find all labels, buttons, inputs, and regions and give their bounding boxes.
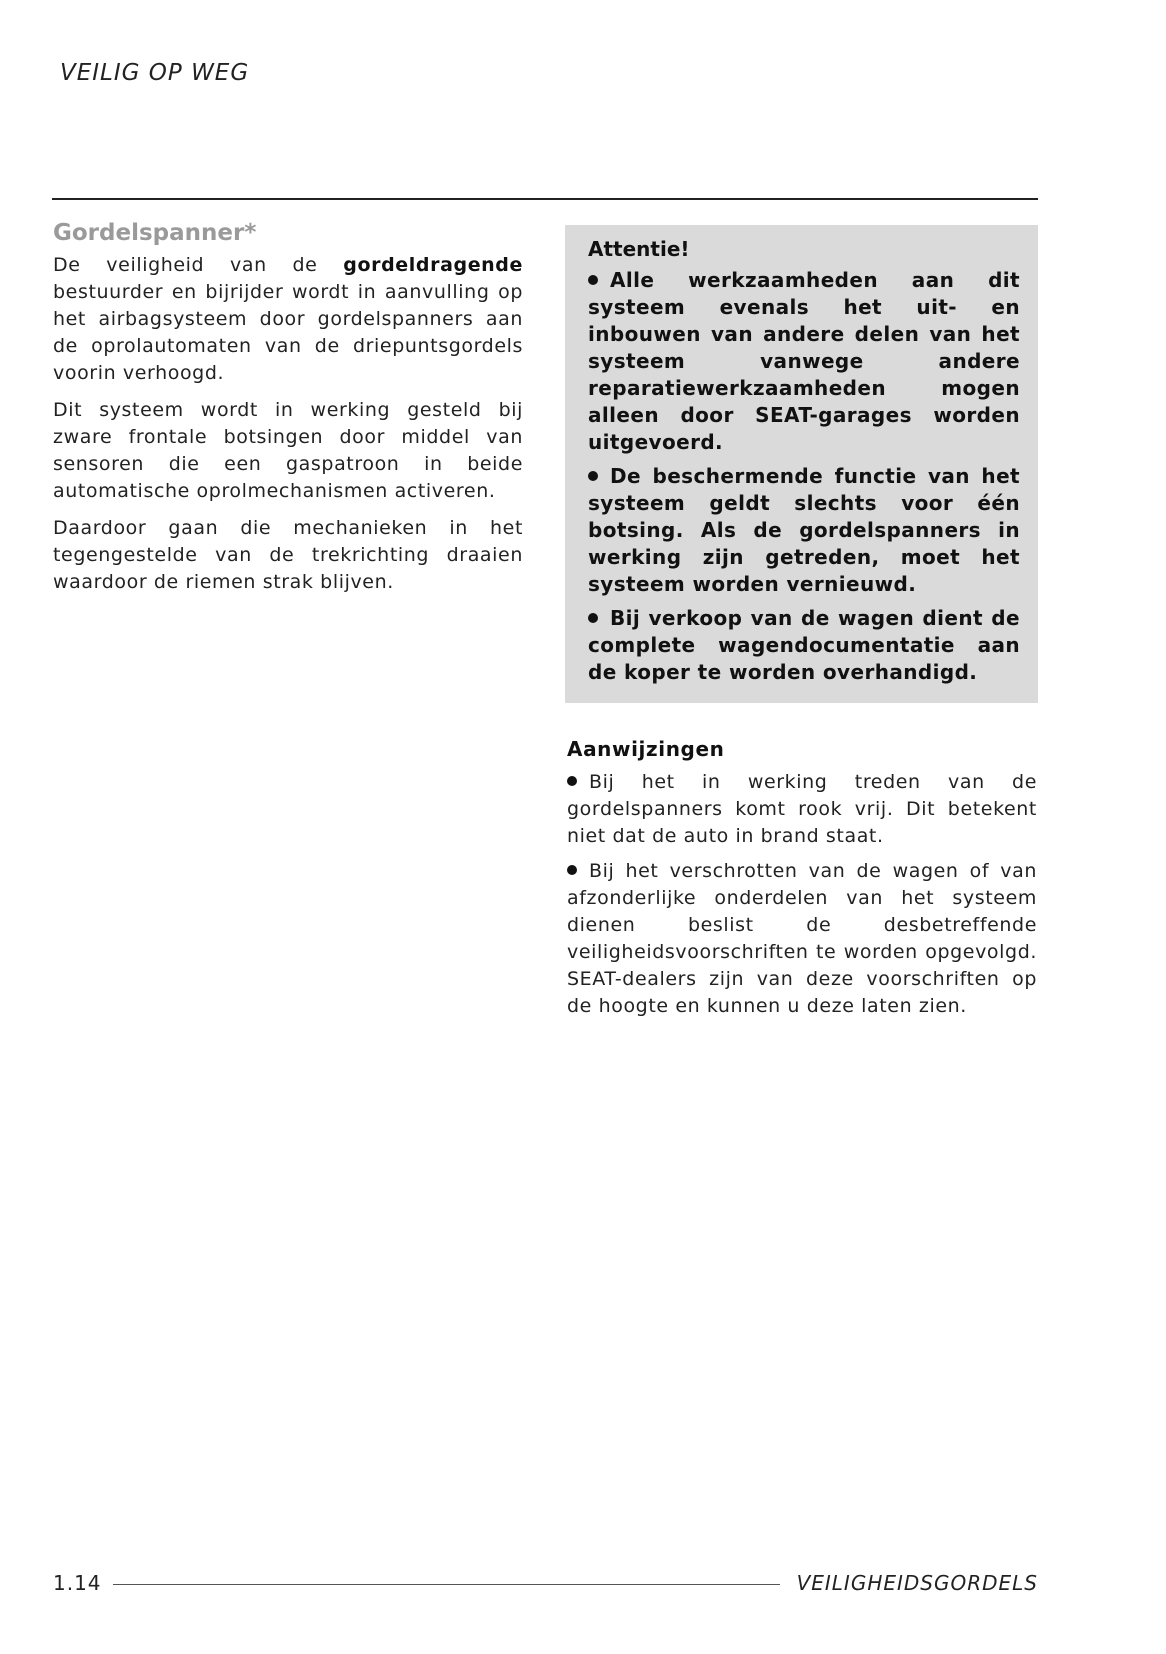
bullet-icon xyxy=(567,865,577,875)
left-column xyxy=(53,220,523,606)
bullet-icon xyxy=(588,613,598,623)
warning-box xyxy=(565,225,1038,703)
notes-title: Aanwijzingen xyxy=(567,737,725,761)
footer-divider xyxy=(113,1584,780,1585)
footer-section-title: VEILIGHEIDSGORDELS xyxy=(796,1571,1038,1595)
warning-item: De beschermende functie van het systeem geldt slechts voor één botsing. Als de gordelspanners in werking zijn getreden, moet het systeem worden vernieuwd. xyxy=(588,464,1020,596)
page-footer xyxy=(53,1571,1038,1601)
warning-item: Alle werkzaamheden aan dit systeem evenals het uit- en inbouwen van andere delen van het systeem vanwege andere reparatiewerkzaamheden mogen alleen door SEAT-garages worden uitgevoerd. xyxy=(588,268,1020,454)
warning-title: Attentie! xyxy=(588,237,690,261)
page-number: 1.14 xyxy=(53,1571,102,1595)
warning-item: Bij verkoop van de wagen dient de complete wagendocumentatie aan de koper te worden overhandigd. xyxy=(588,606,1020,684)
note-item: Bij het verschrotten van de wagen of van afzonderlijke onderdelen van het systeem dienen beslist de desbetreffende veiligheidsvoorschriften te worden opgevolgd. SEAT-dealers zijn van deze voorschriften op de hoogte en kunnen u deze laten zien. xyxy=(567,860,1037,1017)
paragraph-activation: Dit systeem wordt in werking gesteld bij zware frontale botsingen door middel van sensoren die een gaspatroon in beide automatische oprolmechanismen activeren. xyxy=(53,399,523,502)
emphasis-text: gordeldragende xyxy=(343,254,523,276)
running-header: VEILIG OP WEG xyxy=(60,60,250,86)
bullet-icon xyxy=(588,471,598,481)
right-column xyxy=(565,225,1038,1028)
bullet-icon xyxy=(567,776,577,786)
header-divider xyxy=(52,198,1038,200)
notes-section xyxy=(565,737,1037,1020)
note-item: Bij het in werking treden van de gordelspanners komt rook vrij. Dit betekent niet dat de auto in brand staat. xyxy=(567,771,1037,847)
bullet-icon xyxy=(588,275,598,285)
paragraph-intro: De veiligheid van de gordeldragende bestuurder en bijrijder wordt in aanvulling op het airbagsysteem door gordelspanners aan de oprolautomaten van de driepuntsgordels voorin verhoogd. xyxy=(53,254,523,384)
paragraph-mechanism: Daardoor gaan die mechanieken in het tegengestelde van de trekrichting draaien waardoor de riemen strak blijven. xyxy=(53,517,523,593)
section-title: Gordelspanner* xyxy=(53,220,257,246)
